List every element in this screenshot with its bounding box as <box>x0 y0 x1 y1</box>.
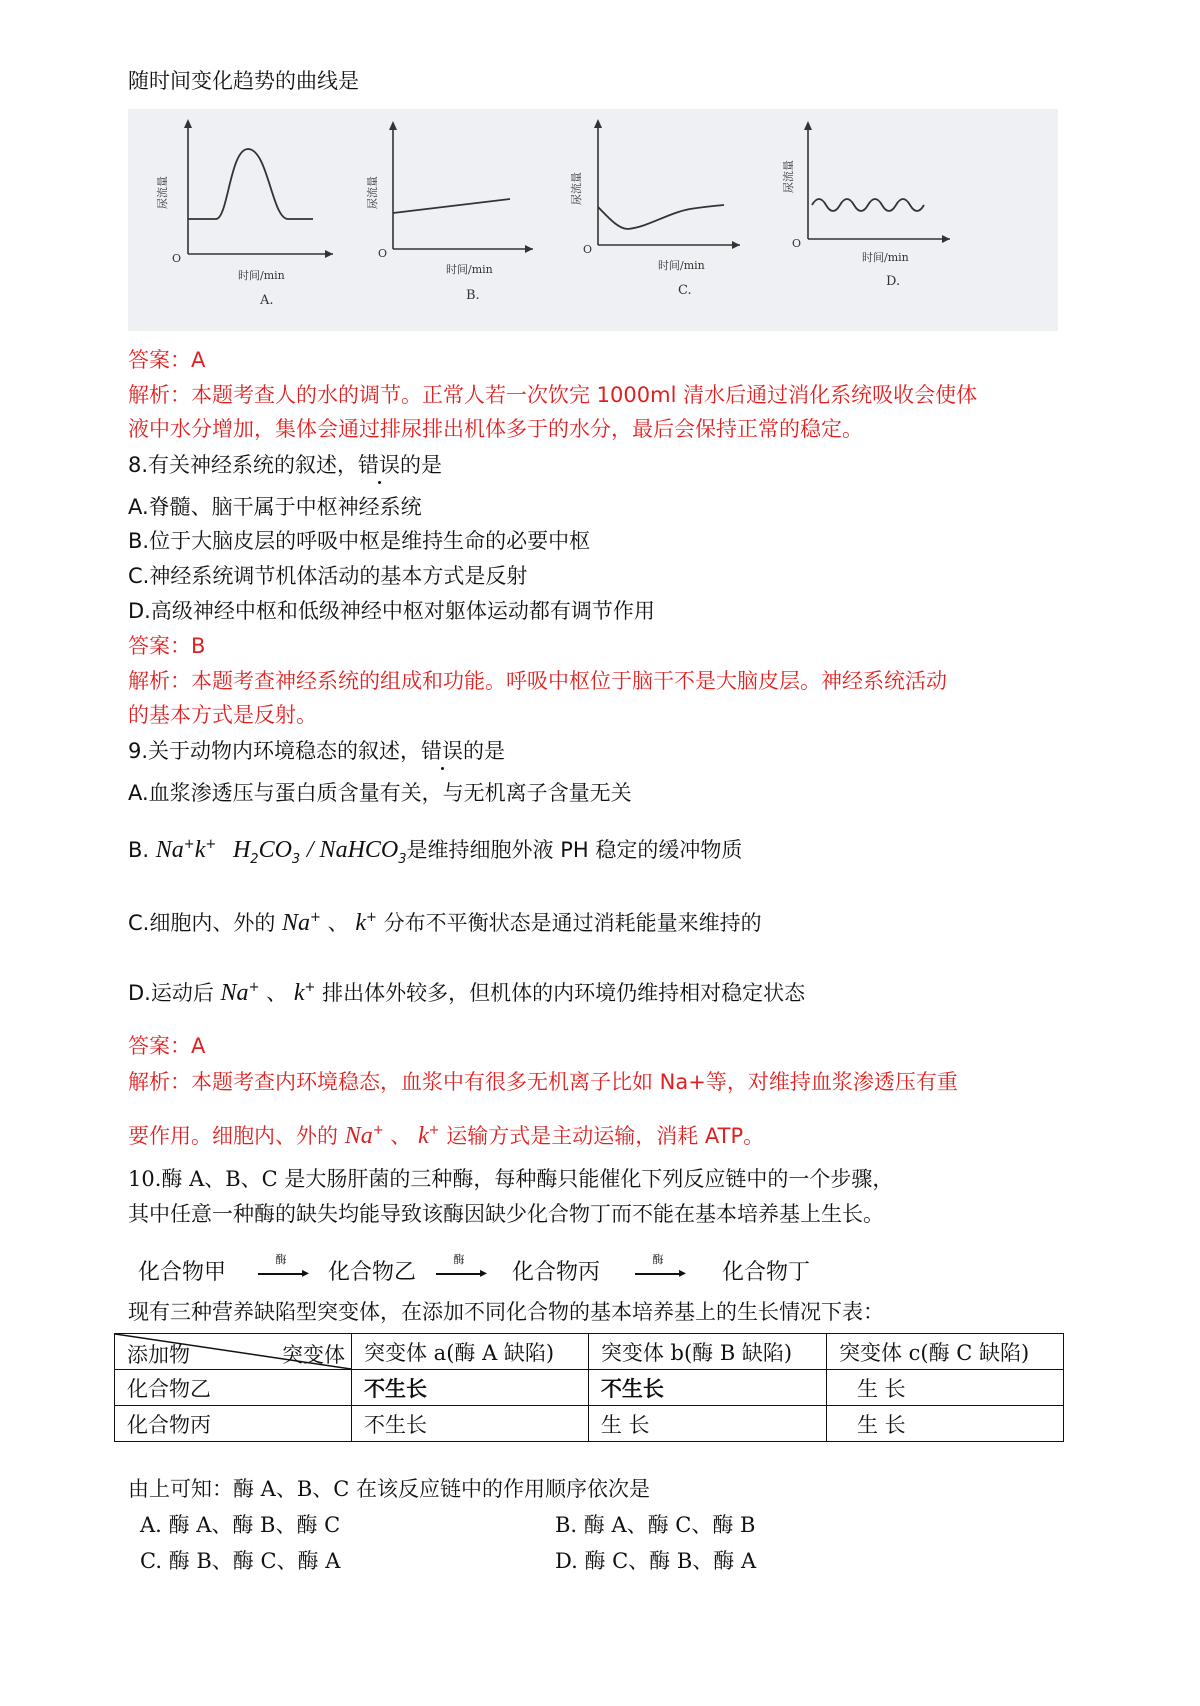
graph-b <box>365 121 533 303</box>
arrow-3: 酶 ▸ <box>635 1253 691 1287</box>
q9-c-na-charge: + <box>310 910 321 925</box>
q8-stem <box>128 450 442 480</box>
q9-b-h: H <box>232 837 251 863</box>
arrow-3-enzyme: 酶 <box>652 1253 664 1266</box>
q8-analysis-line1: 解析：本题考查神经系统的组成和功能。呼吸中枢位于脑干不是大脑皮层。神经系统活动 <box>128 669 947 693</box>
q9-d-na: Na <box>220 980 249 1006</box>
table-cell: 生 长 <box>826 1406 1063 1442</box>
q9-b-nahco: / NaHCO <box>306 837 399 863</box>
q9-option-c-prefix: C.细胞内、外的 <box>128 911 276 935</box>
q8-stem-pre: 8.有关神经系统的叙述， <box>128 453 359 477</box>
header-mutant-c: 突变体 c(酶 C 缺陷) <box>826 1334 1063 1370</box>
q9-b-co-sub: 3 <box>291 852 301 867</box>
graph-c-ylabel: 尿流量 <box>570 172 583 205</box>
arrow-2-enzyme: 酶 <box>453 1253 465 1266</box>
q9-option-b-rest: 是维持细胞外液 PH 稳定的缓冲物质 <box>406 838 743 862</box>
q8-option-a: A.脊髓、脑干属于中枢神经系统 <box>128 495 422 519</box>
q9-stem-post: 的是 <box>463 739 506 763</box>
q9-d-sep: 、 <box>266 981 288 1005</box>
graph-d <box>781 121 950 289</box>
q9-b-na: Na <box>155 837 184 863</box>
q8-option-b: B.位于大脑皮层的呼吸中枢是维持生命的必要中枢 <box>128 529 591 553</box>
growth-table <box>114 1333 1064 1442</box>
q9-c-k: k <box>355 910 366 936</box>
q9-option-d <box>128 975 805 1015</box>
q10-table-intro: 现有三种营养缺陷型突变体，在添加不同化合物的基本培养基上的生长情况下表： <box>128 1300 884 1324</box>
table-cell: 不生长 <box>352 1406 589 1442</box>
q9-d-na-charge: + <box>248 980 260 995</box>
header-mutant-b: 突变体 b(酶 B 缺陷) <box>588 1334 826 1370</box>
q9-option-c-rest: 分布不平衡状态是通过消耗能量来维持的 <box>383 911 762 935</box>
q9-option-c <box>128 905 762 945</box>
corner-left-label: 添加物 <box>127 1343 190 1367</box>
q9-an-k: k <box>417 1123 429 1149</box>
arrow-2: 酶 ▸ <box>436 1253 492 1287</box>
q10-stem-line2: 其中任意一种酶的缺失均能导致该酶因缺少化合物丁而不能在基本培养基上生长。 <box>128 1202 884 1226</box>
q9-option-a: A.血浆渗透压与蛋白质含量有关，与无机离子含量无关 <box>128 781 632 805</box>
graph-c <box>569 119 740 298</box>
graph-b-letter: B. <box>466 288 480 303</box>
table-row <box>115 1406 1064 1442</box>
arrow-1: 酶 ▸ <box>258 1253 314 1287</box>
q9-option-b <box>128 832 742 872</box>
table-corner-cell <box>115 1334 352 1370</box>
graph-b-curve <box>393 199 510 213</box>
q9-analysis-line2 <box>128 1118 764 1158</box>
q7-analysis-line2: 液中水分增加，集体会通过排尿排出机体多于的水分，最后会保持正常的稳定。 <box>128 417 863 441</box>
q8-answer: 答案：B <box>128 634 206 658</box>
graph-c-xlabel: 时间/min <box>658 259 705 272</box>
q9-stem-pre: 9.关于动物内环境稳态的叙述， <box>128 739 422 763</box>
table-cell: 不生长 <box>588 1370 826 1406</box>
q9-option-b-prefix: B. <box>128 838 150 862</box>
q9-b-h-sub: 2 <box>250 852 259 867</box>
q10-conclusion: 由上可知：酶 A、B、C 在该反应链中的作用顺序依次是 <box>128 1477 651 1501</box>
q10-option-b: B. 酶 A、酶 C、酶 B <box>555 1513 756 1537</box>
q8-option-c: C.神经系统调节机体活动的基本方式是反射 <box>128 564 528 588</box>
q7-stem-tail: 随时间变化趋势的曲线是 <box>128 69 359 93</box>
graph-d-origin: O <box>792 237 802 250</box>
graph-d-letter: D. <box>886 274 901 289</box>
q9-b-nahco-sub: 3 <box>398 852 407 867</box>
q9-option-d-rest: 排出体外较多，但机体的内环境仍维持相对稳定状态 <box>322 981 806 1005</box>
graph-a-curve <box>188 149 313 219</box>
q9-an-na: Na <box>344 1123 373 1149</box>
q7-graphs-svg <box>128 109 1058 331</box>
graph-a <box>155 119 333 308</box>
q9-c-na: Na <box>282 910 311 936</box>
q10-reaction-chain <box>138 1249 1038 1289</box>
graph-a-ylabel: 尿流量 <box>156 176 169 209</box>
graph-b-xlabel: 时间/min <box>446 263 493 276</box>
table-cell: 生 长 <box>588 1406 826 1442</box>
q9-c-k-charge: + <box>365 910 377 925</box>
q9-stem-emphasis: 错误 <box>421 736 463 766</box>
q9-d-k-charge: + <box>304 980 316 995</box>
q7-analysis-line1: 解析：本题考查人的水的调节。正常人若一次饮完 1000ml 清水后通过消化系统吸收会使体 <box>128 383 978 407</box>
q9-option-d-prefix: D.运动后 <box>128 981 214 1005</box>
graph-c-curve <box>598 205 724 229</box>
q8-option-d: D.高级神经中枢和低级神经中枢对躯体运动都有调节作用 <box>128 599 655 623</box>
q9-b-na-charge: + <box>183 837 195 852</box>
table-cell: 不生长 <box>352 1370 589 1406</box>
graph-c-origin: O <box>583 243 593 256</box>
q9-b-co: CO <box>258 837 292 863</box>
header-mutant-a: 突变体 a(酶 A 缺陷) <box>352 1334 589 1370</box>
compound-ding: 化合物丁 <box>722 1260 811 1285</box>
graph-d-xlabel: 时间/min <box>862 251 909 264</box>
corner-right-label: 突变体 <box>282 1343 345 1367</box>
q9-c-sep: 、 <box>327 911 349 935</box>
q9-b-k: k <box>194 837 206 863</box>
compound-yi: 化合物乙 <box>328 1260 417 1285</box>
compound-bing: 化合物丙 <box>512 1260 601 1285</box>
arrow-1-enzyme: 酶 <box>275 1253 287 1266</box>
row-label: 化合物丙 <box>115 1406 352 1442</box>
table-row <box>115 1370 1064 1406</box>
q9-d-k: k <box>293 980 305 1006</box>
q8-stem-emphasis: 错误 <box>358 450 400 480</box>
q9-an-na-charge: + <box>372 1123 384 1138</box>
q7-figure <box>128 109 1058 331</box>
q9-an-k-charge: + <box>428 1123 440 1138</box>
row-label: 化合物乙 <box>115 1370 352 1406</box>
graph-d-curve <box>812 199 924 211</box>
compound-jia: 化合物甲 <box>138 1260 227 1285</box>
q8-stem-post: 的是 <box>400 453 443 477</box>
q10-option-c: C. 酶 B、酶 C、酶 A <box>140 1549 341 1573</box>
q9-analysis-line1: 解析：本题考查内环境稳态，血浆中有很多无机离子比如 Na+等，对维持血浆渗透压有重 <box>128 1070 958 1094</box>
graph-b-ylabel: 尿流量 <box>366 176 379 209</box>
graph-b-origin: O <box>378 247 388 260</box>
graph-a-xlabel: 时间/min <box>238 269 285 282</box>
table-cell: 生 长 <box>826 1370 1063 1406</box>
q9-an-sep: 、 <box>390 1124 412 1148</box>
graph-c-letter: C. <box>678 283 692 298</box>
table-header-row <box>115 1334 1064 1370</box>
q7-answer: 答案：A <box>128 348 206 372</box>
q9-analysis-line2-pre: 要作用。细胞内、外的 <box>128 1124 338 1148</box>
q9-b-k-charge: + <box>205 837 217 852</box>
graph-a-letter: A. <box>260 293 274 308</box>
q8-analysis-line2: 的基本方式是反射。 <box>128 703 317 727</box>
q9-analysis-line2-post: 运输方式是主动运输，消耗 ATP。 <box>446 1124 765 1148</box>
graph-d-ylabel: 尿流量 <box>782 160 795 193</box>
graph-a-origin: O <box>172 252 182 265</box>
q10-option-d: D. 酶 C、酶 B、酶 A <box>555 1549 757 1573</box>
q10-option-a: A. 酶 A、酶 B、酶 C <box>140 1513 341 1537</box>
q10-stem-line1: 10.酶 A、B、C 是大肠肝菌的三种酶，每种酶只能催化下列反应链中的一个步骤， <box>128 1167 894 1191</box>
q9-answer: 答案：A <box>128 1034 206 1058</box>
q9-stem <box>128 736 505 766</box>
